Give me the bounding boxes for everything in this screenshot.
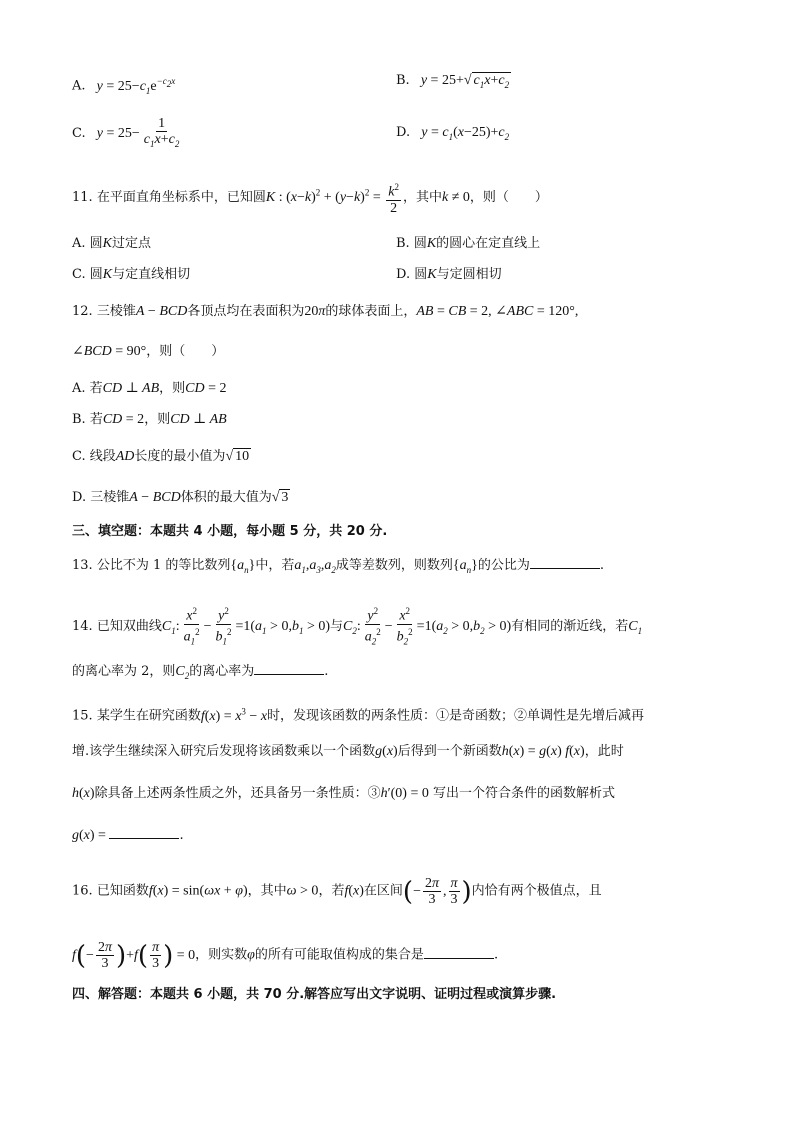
q12-option-b: B. 若CD = 2，则CD ⊥ AB [72, 412, 227, 427]
q10-option-d-formula: $y = c_1(x-25)+c_2$ [414, 125, 510, 142]
q12-option-d: D. 三棱锥A − BCD体积的最大值为√ 3 [72, 490, 289, 505]
q14-answer-blank[interactable] [254, 662, 324, 675]
q16-answer-blank[interactable] [424, 946, 494, 959]
q10-option-d: D. $y = c_1(x-25)+c_2$ [396, 125, 510, 142]
q15-stem-line2: 增.该学生继续深入研究后发现将该函数乘以一个函数g(x)后得到一个新函数h(x) = g(x) f(x)，此时 [72, 744, 624, 759]
q14-stem: 14. 已知双曲线$C_1$: $\frac{x^2}{a_1^2}$ − $\frac{y^2}{b_1^2}$ $=1(a_1 > 0,b_1 > 0)$与$C_2$: $\frac{y^2}{a_2^2}$ − $\frac{x^2}{b_2^2}$ $=1(a_2 > 0,b_2 > 0)$有相同的渐近线，若$C_1$ [72, 606, 643, 647]
q16-condition: f(− $\frac{2\pi}{3}$ )+f( $\frac{\pi}{3}$ ) = 0 [72, 940, 196, 971]
q16-stem: 16. 已知函数f(x) = sin(ωx + φ)，其中ω > 0，若f(x)在区间(− $\frac{2\pi}{3}$ , $\frac{\pi}{3}$ )内恰有两个极值点，且 [72, 876, 602, 907]
q12-option-c: C. 线段AD长度的最小值为√ 10 [72, 449, 250, 464]
q10-option-c-formula: y = 25− $\frac{1}{c_1x+c_2}$ [89, 116, 180, 149]
section-4-heading: 四、解答题：本题共 6 小题，共 70 分.解答应写出文字说明、证明过程或演算步骤. [72, 987, 557, 1002]
q15-stem: 15. 某学生在研究函数$f(x) = x^3 - x$时，发现该函数的两条性质：①是奇函数；②单调性是先增后减再 [72, 706, 645, 724]
section-3-heading: 三、填空题：本题共 4 小题，每小题 5 分，共 20 分. [72, 524, 388, 539]
q16-stem-cont: f(− $\frac{2\pi}{3}$ )+f( $\frac{\pi}{3}$ ) = 0，则实数φ的所有可能取值构成的集合是 . [72, 940, 499, 971]
q10-option-b: B. y = 25+√ $c_1x+c_2$ [396, 73, 510, 90]
q15-stem-line3: h(x)除具备上述两条性质之外，还具备另一条性质：③h′(0) = 0 写出一个符合条件的函数解析式 [72, 786, 616, 801]
q12-conditions: AB = CB = 2, ∠ABC = 120°, [416, 304, 579, 319]
q12-stem: 12. 三棱锥A − BCD各顶点均在表面积为20π的球体表面上，AB = CB = 2, ∠ABC = 120°, [72, 304, 579, 319]
q10-option-a-formula: $y = 25-c_1e^{-c_2x}$ [89, 76, 176, 96]
q12-option-a: A. 若CD ⊥ AB，则CD = 2 [72, 381, 227, 396]
q11-option-b: B. 圆K的圆心在定直线上 [396, 236, 541, 251]
q13-answer-blank[interactable] [530, 556, 600, 569]
q14-stem-cont: 的离心率为 2，则$C_2$的离心率为 . [72, 664, 329, 681]
q14-hyperbola-c1: $C_1$: $\frac{x^2}{a_1^2}$ − $\frac{y^2}{b_1^2}$ $=1(a_1 > 0,b_1 > 0)$ [161, 606, 331, 647]
q11-circle-equation: K : $(x-k)^2 + (y-k)^2$ = $\frac{k^2}{2}$ [265, 182, 399, 216]
q10-option-c: C. y = 25− $\frac{1}{c_1x+c_2}$ [72, 116, 183, 152]
q11-option-c: C. 圆K与定直线相切 [72, 267, 191, 282]
q15-answer-line: g(x) = . [72, 828, 184, 843]
q11-option-d: D. 圆K与定圆相切 [396, 267, 502, 282]
q13-stem: 13. 公比不为 1 的等比数列$\{a_n\}$中，若$a_1,a_3,a_2$成等差数列，则数列$\{a_n\}$的公比为 . [72, 558, 604, 575]
q11-option-a: A. 圆K过定点 [72, 236, 152, 251]
q15-answer-blank[interactable] [109, 826, 179, 839]
q11-stem: 11. 在平面直角坐标系中，已知圆K : $(x-k)^2 + (y-k)^2$ = $\frac{k^2}{2}$ ，其中k ≠ 0，则（ ） [72, 182, 548, 216]
q10-option-a: A. $y = 25-c_1e^{-c_2x}$ [72, 76, 176, 96]
q16-interval: (− $\frac{2\pi}{3}$ , $\frac{\pi}{3}$ ) [402, 876, 472, 907]
q12-stem-cont: ∠BCD = 90°，则（ ） [72, 344, 225, 359]
q10-option-b-formula: y = 25+√ $c_1x+c_2$ [413, 73, 510, 90]
q14-hyperbola-c2: $C_2$: $\frac{y^2}{a_2^2}$ − $\frac{x^2}{b_2^2}$ $=1(a_2 > 0,b_2 > 0)$ [343, 606, 512, 647]
